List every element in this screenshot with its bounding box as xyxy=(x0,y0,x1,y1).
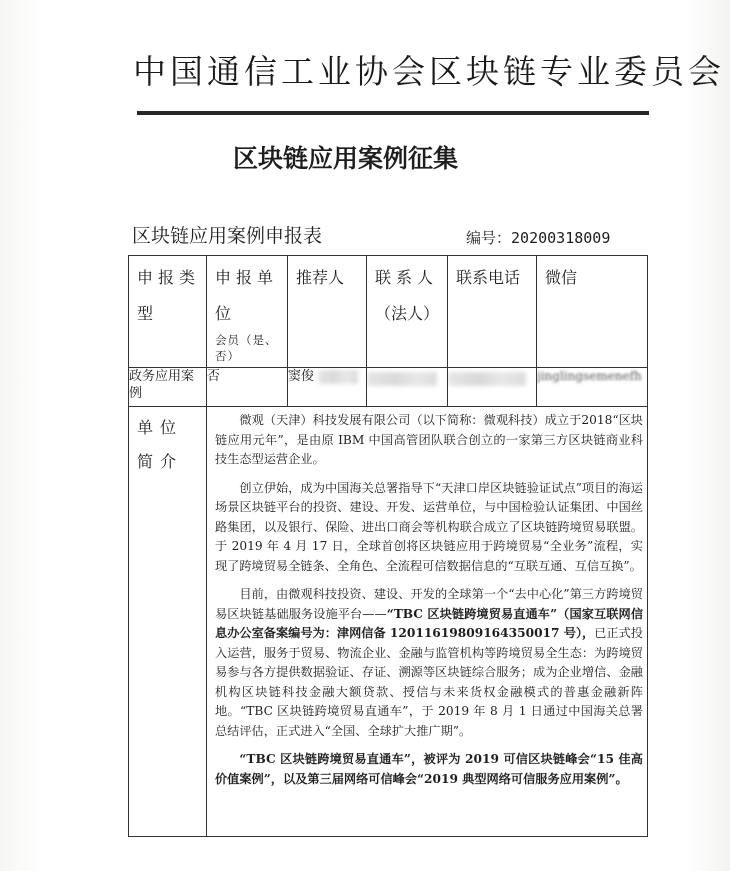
col-recommender-label: 推荐人 xyxy=(296,268,345,287)
cell-contact-header xyxy=(367,256,448,368)
col-wechat-label: 微信 xyxy=(545,268,578,287)
cell-intro-label xyxy=(129,407,207,837)
form-title: 区块链应用案例申报表 xyxy=(132,225,323,247)
form-number-label: 编号： xyxy=(466,229,512,247)
col-phone-label: 联系电话 xyxy=(456,268,521,287)
cell-recommender-value xyxy=(288,368,367,407)
data-row xyxy=(129,368,648,407)
form-number xyxy=(466,227,610,248)
recommender-name: 窦俊 xyxy=(288,369,315,384)
intro-paragraph-4: “TBC 区块链跨境贸易直通车”，被评为 2019 可信区块链峰会“15 佳高价值案例”，以及第三届网络可信峰会“2019 典型网络可信服务应用案例”。 xyxy=(215,752,643,786)
form-number-value: 20200318009 xyxy=(511,229,611,247)
intro-p3-part-b: “TBC 区块链跨境贸易直通车”（国家互联网信息办公室备案编号为：津网信备 12011619809164350017 号）， xyxy=(215,606,644,640)
application-table xyxy=(128,255,648,837)
intro-text xyxy=(207,407,647,789)
intro-row xyxy=(129,407,648,837)
wechat-value-partial: jinglingsemenefh xyxy=(537,369,642,383)
cell-wechat-header xyxy=(537,256,648,368)
col-type-label: 申报类型 xyxy=(137,268,201,323)
intro-label: 单位简介 xyxy=(137,418,184,471)
cell-wechat-value xyxy=(537,368,648,407)
cell-unit-header xyxy=(207,256,288,368)
cell-phone-header xyxy=(448,256,537,368)
col-contact-sub-label: （法人） xyxy=(375,304,440,323)
intro-paragraph-1: 微观（天津）科技发展有限公司（以下简称：微观科技）成立于2018“区块链应用元年”，是由原 IBM 中国高管团队联合创立的一家第三方区块链商业科技生态型运营企业。 xyxy=(215,413,643,466)
cell-phone-value xyxy=(448,368,537,407)
cell-intro-text xyxy=(207,407,648,837)
redacted-name xyxy=(318,370,358,384)
header-row xyxy=(129,256,648,368)
org-title: 中国通信工业协会区块链专业委员会 xyxy=(133,52,725,91)
header-rule xyxy=(137,111,649,115)
cell-recommender-header xyxy=(288,256,367,368)
cell-type-header xyxy=(129,256,207,368)
redacted-contact xyxy=(367,372,437,386)
cell-type-value: 政务应用案例 xyxy=(129,368,207,407)
intro-p3-part-c: 已正式投入运营，服务于贸易、物流企业、金融与监管机构等跨境贸易全生态：为跨境贸易参与各方提供数据验证、存证、溯源等区块链综合服务；成为企业增信、金融机构区块链科技金融大额贷款、授信与未来货权金融模式的普惠金融新阵地。“TBC 区块链跨境贸易直通车”，于 2019 年 8 月 1 日通过中国海关总署总结评估，正式进入“全国、全球扩大推广期”。 xyxy=(215,626,643,738)
cell-member-value: 否 xyxy=(207,368,288,407)
cell-contact-value xyxy=(367,368,448,407)
main-title: 区块链应用案例征集 xyxy=(233,144,459,173)
intro-p3-part-a: 目前，由微观科技投资、建设、开发的全球第一个“去中心化”第三方跨境贸易区块链基础服务设施平台—— xyxy=(215,587,643,621)
redacted-phone xyxy=(448,372,526,386)
intro-paragraph-3 xyxy=(215,585,643,741)
col-unit-sub-label: 会员（是、否） xyxy=(215,333,278,363)
intro-paragraph-2: 创立伊始，成为中国海关总署指导下“天津口岸区块链验证试点”项目的海运场景区块链平台的投资、建设、开发、运营单位，与中国检验认证集团、中国丝路集团，以及银行、保险、进出口商会等机构联合成立了区块链跨境贸易联盟。于 2019 年 4 月 17 日，全球首创将区块链应用于跨境贸易“全业务”流程，实现了跨境贸易全链条、全角色、全流程可信数据信息的“互联互通、互信互换”。 xyxy=(215,480,643,573)
col-unit-label: 申报单位 xyxy=(215,268,279,323)
col-contact-label: 联系人 xyxy=(375,268,439,287)
